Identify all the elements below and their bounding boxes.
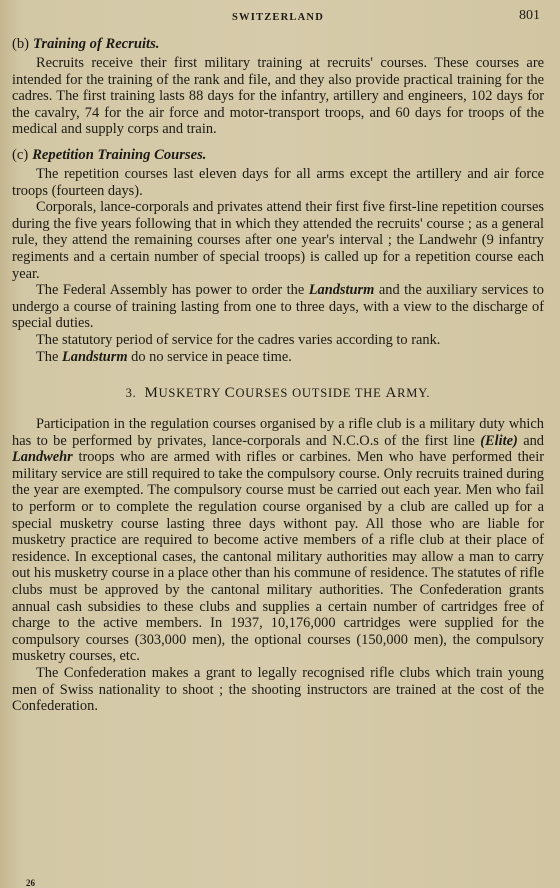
running-title: SWITZERLAND <box>232 12 324 23</box>
paragraph: The statutory period of service for the cadres varies according to rank. <box>36 331 441 348</box>
section-training-of-recruits <box>12 36 544 138</box>
running-header <box>12 8 544 30</box>
paragraph <box>12 282 544 332</box>
title-initial: C <box>224 385 236 402</box>
text-run: The Federal Assembly has power to order the <box>36 282 309 299</box>
section-repetition-training <box>12 147 544 365</box>
section-marker: (c) <box>12 146 29 163</box>
section-title <box>12 385 544 402</box>
paragraph: Recruits receive their first military training at recruits' courses. These courses are intended for the training of the rank and file, and they also provide practical training for the cadres. The first training lasts 88 days for the infantry, artillery and engineers, 102 days for the cavalry, 74 for the air force and motor-transport troops, and 60 days for troops of the medical and supply corps and train. <box>12 55 544 138</box>
emphasis-term: Landwehr <box>12 449 73 466</box>
section-number: 3. <box>125 386 137 401</box>
text-run: The <box>36 348 62 365</box>
section-heading-text: Training of Recruits. <box>33 36 160 52</box>
section-heading <box>12 36 544 53</box>
emphasis-term: Landsturm <box>61 348 128 365</box>
printer-signature: 26 <box>26 878 35 888</box>
title-text: RMY. <box>397 386 431 401</box>
emphasis-term: Landsturm <box>308 282 375 299</box>
paragraph: The Confederation makes a grant to legally recognised rifle clubs which train young men of Swiss nationality to shoot ; the shooting instructors are trained at the cost of the Confederation. <box>12 665 544 715</box>
text-run: and <box>517 432 544 449</box>
page-number: 801 <box>519 8 540 23</box>
text-run: troops who are armed with rifles or carbines. Men who have performed their military service are still required to take the compulsory course. Only recruits trained during the year are exempted. The compulsory course must be carried out each year. Men who fail to perform or to complete the regulation course organised by a club are called up for a special musketry course lasting three days withont pay. All those who are liable for musketry practice are required to become active members of a rifle club at their place of residence. In exceptional cases, the cantonal military authorities may allow a man to carry out his musketry course in a place other than his commune of residence. The statutes of rifle clubs must be approved by the cantonal military authorities. The Confederation grants annual cash subsidies to these clubs and supplies a certain number of cartridges free of charge to the active members. In 1937, 10,176,000 cartridges were supplied for the compulsory courses (303,000 men), the optional courses (150,000 men), the compulsory musketry courses, etc. <box>12 449 544 665</box>
paragraph <box>12 416 544 665</box>
text-run: do no service in peace time. <box>127 348 292 365</box>
paragraph: The repetition courses last eleven days for all arms except the artillery and air force troops (fourteen days). <box>12 165 544 199</box>
section-heading-text: Repetition Training Courses. <box>32 146 207 163</box>
emphasis-term: (Elite) <box>480 432 518 449</box>
paragraph <box>12 349 544 366</box>
section-musketry-courses <box>12 385 544 715</box>
title-initial: M <box>144 385 159 402</box>
text-run: Participation in the regulation courses organised by a rifle club is a military duty which has to be performed by privates, lance-corporals and N.C.O.s of the first line <box>12 416 544 449</box>
paragraph: Corporals, lance-corporals and privates attend their first five first-line repetition courses during the five years following that in which they attended the recruits' course ; as a general rule, they attend the remaining courses after one year's interval ; the Landwehr (9 infantry regiments and a certain number of special troops) is called up for a repetition course each year. <box>12 199 544 282</box>
title-text: OURSES OUTSIDE THE <box>235 386 382 401</box>
title-text: USKETRY <box>158 386 221 401</box>
section-marker: (b) <box>12 36 30 52</box>
title-initial: A <box>385 385 398 402</box>
section-heading <box>12 147 544 164</box>
text-run: and the auxiliary services to undergo a course of training lasting from one to three days, with a view to the discharge of special duties. <box>12 282 544 332</box>
